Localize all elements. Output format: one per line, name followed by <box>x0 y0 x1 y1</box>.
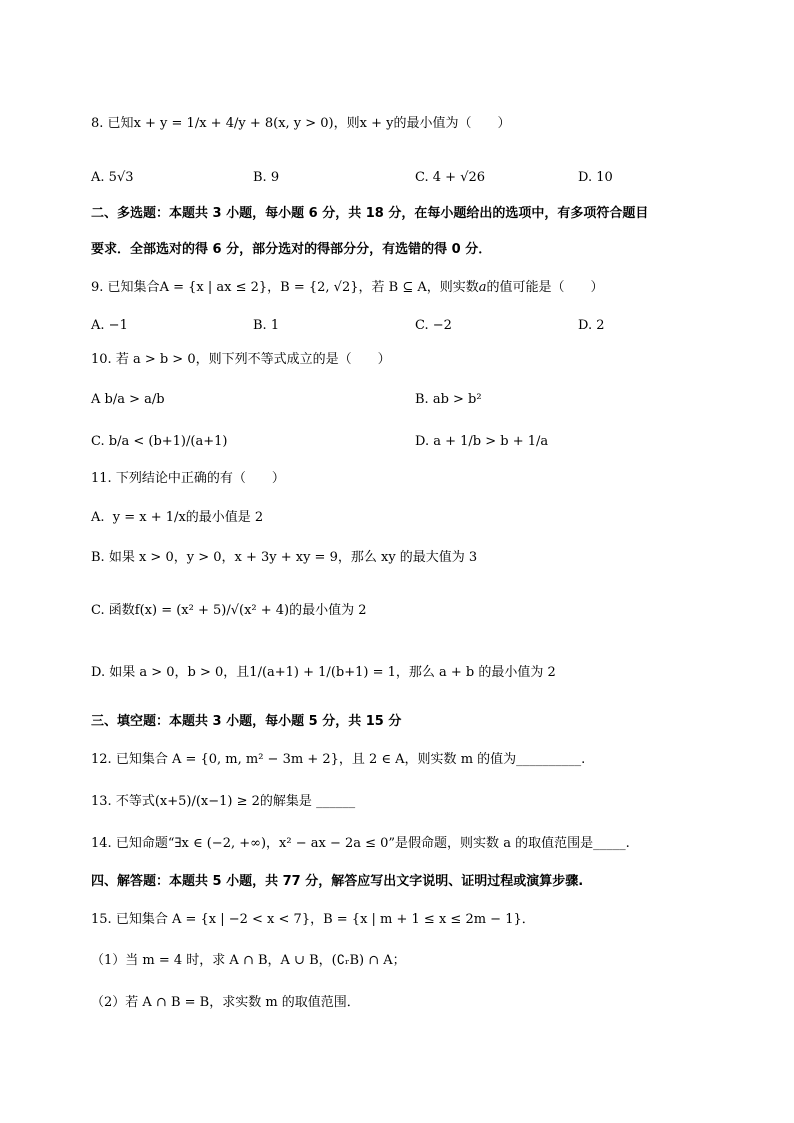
q8-formula: x + y = 1/x + 4/y + 8(x, y > 0) <box>133 116 334 131</box>
section2-heading-line1: 二、多选题：本题共 3 小题，每小题 6 分，共 18 分，在每小题给出的选项中，有多项符合题目 <box>91 206 649 221</box>
q11-stem: 11. 下列结论中正确的有（ ） <box>91 471 285 486</box>
q14-blank: _____ <box>593 836 626 851</box>
q8-option-a: A. 5√3 <box>91 170 134 185</box>
q9-set-b: B = {2, √2} <box>280 280 359 295</box>
q12-blank: __________ <box>516 752 582 767</box>
q11-option-c: C. 函数f(x) = (x² + 5)/√(x² + 4)的最小值为 2 <box>91 603 367 618</box>
q15-part2: （2）若 A ∩ B = B，求实数 m 的取值范围． <box>91 995 360 1010</box>
q10-stem: 10. 若 a > b > 0，则下列不等式成立的是（ ） <box>91 352 391 367</box>
q8-option-d: D. 10 <box>578 170 613 185</box>
q9-stem: 9. 已知集合A = {x | ax ≤ 2}，B = {2, √2}，若 B ⊆ A，则实数a的值可能是（ ） <box>91 280 604 295</box>
q12-stem: 12. 已知集合 A = {0, m, m² − 3m + 2}，且 2 ∈ A，则实数 m 的值为__________. <box>91 752 586 767</box>
q8-target: x + y <box>359 116 394 131</box>
q10-option-d: D. a + 1/b > b + 1/a <box>415 434 549 449</box>
q11-option-d: D. 如果 a > 0，b > 0，且1/(a+1) + 1/(b+1) = 1，那么 a + b 的最小值为 2 <box>91 665 556 680</box>
q9-option-d: D. 2 <box>578 318 605 333</box>
q9-option-b: B. 1 <box>253 318 280 333</box>
q15-part1: （1）当 m = 4 时，求 A ∩ B，A ∪ B，(∁ᵣB) ∩ A； <box>91 953 406 968</box>
q8-option-c: C. 4 + √26 <box>415 170 486 185</box>
q10-option-c: C. b/a < (b+1)/(a+1) <box>91 434 228 449</box>
q14-stem: 14. 已知命题“∃x ∈ (−2, +∞)，x² − ax − 2a ≤ 0”是假命题，则实数 a 的取值范围是_____. <box>91 836 630 851</box>
q8-option-b: B. 9 <box>253 170 280 185</box>
q8-stem: 8. 已知x + y = 1/x + 4/y + 8(x, y > 0)，则x + y的最小值为（ ） <box>91 116 511 131</box>
q13-stem: 13. 不等式(x+5)/(x−1) ≥ 2的解集是 ______ <box>91 794 356 809</box>
section2-heading-line2: 要求．全部选对的得 6 分，部分选对的得部分分，有选错的得 0 分． <box>91 242 492 257</box>
q9-option-c: C. −2 <box>415 318 452 333</box>
q9-set-a: A = {x | ax ≤ 2} <box>159 280 268 295</box>
q11-option-b: B. 如果 x > 0，y > 0，x + 3y + xy = 9，那么 xy 的最大值为 3 <box>91 550 478 565</box>
section3-heading: 三、填空题：本题共 3 小题，每小题 5 分，共 15 分 <box>91 714 402 729</box>
q11-option-a: A. y = x + 1/x的最小值是 2 <box>91 510 264 525</box>
q10-option-a: A b/a > a/b <box>91 392 165 407</box>
q9-option-a: A. −1 <box>91 318 128 333</box>
q15-stem: 15. 已知集合 A = {x | −2 < x < 7}，B = {x | m + 1 ≤ x ≤ 2m − 1}． <box>91 912 535 927</box>
q13-blank: ______ <box>316 794 356 809</box>
q10-option-b: B. ab > b² <box>415 392 482 407</box>
section4-heading: 四、解答题：本题共 5 小题，共 77 分，解答应写出文字说明、证明过程或演算步骤. <box>91 874 584 889</box>
